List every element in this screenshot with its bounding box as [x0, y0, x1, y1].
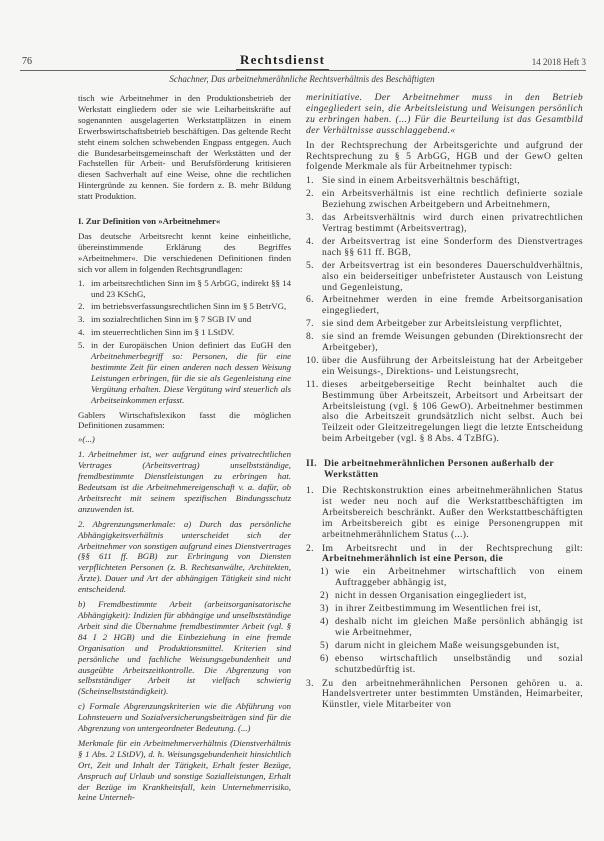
definition-text: im steuerrechtlichen Sinn im § 1 LStDV. [91, 327, 235, 338]
feature-number: 4. [306, 235, 314, 247]
paragraph-text-block [322, 544, 583, 566]
section-heading [306, 459, 583, 481]
paragraph-text: Die Rechtskonstruktion eines arbeitnehmerähnlichen Status ist weder neu noch auf die Werkstattbeschäftigten im Arbeitsbereich beschränkt. Außer den Werkstattbeschäftigten im Arbeitsbereich gibt es einige Personengruppen mit arbeitnehmerähnlichem Status (...). [322, 485, 583, 540]
feature-item [306, 380, 583, 445]
gabler-intro: Gablers Wirtschaftslexikon fasst die möglichen Definitionen zusammen: [78, 409, 291, 431]
quote-continuation: merinitiative. Der Arbeitnehmer muss in den Betrieb eingegliedert sein, die Arbeitsleistung und Weisungen persönlich zu erbringen haben. (...) Für die Beurteilung ist das Gesamtbild der Verhältnisse ausschlaggebend.« [306, 92, 583, 136]
journal-logo: Rechtsdienst [236, 52, 329, 71]
criterion-number: 2) [320, 590, 329, 602]
numbered-paragraph [306, 544, 583, 566]
section-title: Die arbeitnehmerähnlichen Personen außerhalb der Werkstätten [324, 458, 554, 481]
feature-number: 3. [306, 212, 314, 224]
section-intro: Das deutsche Arbeitsrecht kennt keine einheitliche, übereinstimmende Erklärung des Begriffes »Arbeitnehmer«. Die verschiedenen Definitionen finden sich vor allem in folgenden Rechtsgrundlagen: [78, 230, 291, 274]
definition-item [78, 278, 291, 300]
feature-text: das Arbeitsverhältnis wird durch einen privatrechtlichen Vertrag bestimmt (Arbeitsvertrag), [322, 212, 583, 234]
criterion-item [320, 604, 583, 615]
running-title: Schachner, Das arbeitnehmerähnliche Rechtsverhältnis des Beschäftigten [169, 74, 435, 84]
definition-item [78, 314, 291, 325]
feature-text: Arbeitnehmer werden in eine fremde Arbeitsorganisation eingegliedert, [322, 294, 583, 317]
right-column [306, 93, 583, 713]
paragraph-number: 3. [306, 677, 314, 689]
section-number: II. [306, 458, 317, 470]
quote-paragraph: Merkmale für ein Arbeitnehmerverhältnis (Dienstverhältnis § 1 Abs. 2 LStDV), d. h. Weisungsgebundenheit hinsichtlich Ort, Zeit und Inhalt der Tätigkeit, Erhalt fester Bezüge, Anspruch auf Urlaub und sonstige Sozialleistungen, Erhalt der Bezüge im Krankheitsfall, kein Unternehmerrisiko, keine Unterneh- [78, 737, 291, 803]
feature-number: 8. [306, 331, 314, 343]
criterion-text: darum nicht in gleichem Maße weisungsgebunden ist, [335, 639, 560, 651]
paragraph-text: Zu den arbeitnehmerähnlichen Personen gehören u. a. Handelsvertreter unter bestimmten Umständen, Heimarbeiter, Künstler, viele Mitarbeiter von [322, 677, 583, 711]
feature-text: ein Arbeitsverhältnis ist eine rechtlich definierte soziale Beziehung zwischen Arbeitgebern und Arbeitnehmern, [322, 188, 583, 211]
criterion-item [320, 617, 583, 639]
feature-item [306, 189, 583, 211]
paragraph-number: 2. [306, 542, 314, 554]
feature-item [306, 213, 583, 235]
criterion-text: in ihrer Zeitbestimmung im Wesentlichen frei ist, [335, 603, 542, 615]
paragraph-number: 1. [306, 485, 314, 496]
definition-item [78, 340, 291, 405]
definition-number: 1. [78, 277, 85, 288]
quote-paragraph: c) Formale Abgrenzungskriterien wie die Abführung von Lohnsteuern und Sozialversicherungsbeiträgen sind für die Abgrenzung von untergeordneter Bedeutung. (...) [78, 701, 291, 734]
definition-text: in der Europäischen Union definiert das EuGH den [91, 340, 291, 351]
feature-text: sie sind an fremde Weisungen gebunden (Direktionsrecht der Arbeitgeber), [322, 331, 583, 354]
case-law-intro: In der Rechtsprechung der Arbeitsgerichte und aufgrund der Rechtsprechung zu § 5 ArbGG, HGB und der GewO gelten folgende Merkmale als für Arbeitnehmer typisch: [306, 139, 583, 173]
criterion-number: 6) [320, 652, 329, 664]
feature-number: 5. [306, 259, 314, 271]
feature-number: 11. [306, 378, 319, 390]
criterion-item [320, 654, 583, 676]
feature-number: 6. [306, 294, 314, 306]
definition-number: 5. [78, 340, 85, 351]
feature-item [306, 295, 583, 317]
feature-item [306, 356, 583, 378]
quote-paragraph: b) Fremdbestimmte Arbeit (arbeitsorganisatorische Abhängigkeit): Indizien für abhängige und unselbstständige Arbeit sind die Übernahme fremdbestimmter Arbeit (vgl. § 84 I 2 HGB) und die Einbeziehung in eine fremde Organisation und Produktionsmittel. Kriterien sind persönliche und fachliche Weisungsgebundenheit und ausgeübte Arbeitszeitkontrolle. Die Abgrenzung von selbstständiger Arbeit ist vielfach schwierig (Scheinselbstständigkeit). [78, 599, 291, 697]
criterion-number: 4) [320, 615, 329, 627]
header-rule [20, 70, 586, 71]
section-heading: I. Zur Definition von »Arbeitnehmer« [78, 216, 221, 227]
criterion-text: ebenso wirtschaftlich unselbständig und sozial schutzbedürftig ist. [335, 652, 583, 675]
feature-text: sie sind dem Arbeitgeber zur Arbeitsleistung verpflichtet, [322, 318, 563, 330]
intro-paragraph: tisch wie Arbeitnehmer in den Produktionsbetrieb der Werkstatt eingliedern oder sie wie Leiharbeitskräfte auf sogenannten ausgelagerten Werkstattplätzen in einem Erwerbswirtschaftsbetrieb beschäftigen. Das geltende Recht steht einem solchen schwebenden Engpass entgegen. Auch die Bundesarbeitsgemeinschaft der Werkstätten und der Fachstellen für Arbeit- und Berufsförderung kritisieren diesen Sachverhalt auf eine Weise, ohne die rechtlichen Hintergründe zu kennen. Sie fordern z. B. mehr Bildung statt Produktion. [78, 93, 291, 202]
definition-item [78, 301, 291, 312]
definition-number: 2. [78, 301, 85, 312]
quote-paragraph: 2. Abgrenzungsmerkmale: a) Durch das persönliche Abhängigkeitsverhältnis unterscheidet sich der Arbeitnehmer von sonstigen aufgrund eines Dienstvertrages (§§ 611 ff. BGB) zur Erbringung von Diensten verpflichteten Personen (z. B. Rechtsanwälte, Architekten, Ärzte). Dauer und Art der abhängigen Tätigkeit sind nicht entscheidend. [78, 518, 291, 595]
criterion-text: deshalb nicht im gleichen Maße persönlich abhängig ist wie Arbeitnehmer, [335, 615, 583, 638]
feature-text: der Arbeitsvertrag ist ein besonderes Dauerschuldverhältnis, also ein beiderseitiger unbefristeter Austausch von Leistung und Gegenleistung, [322, 259, 583, 293]
page-number: 76 [22, 56, 32, 67]
issue-label: 14 2018 Heft 3 [531, 57, 586, 67]
paragraph-emphasis: Arbeitnehmerähnlich ist eine Person, die [322, 553, 504, 565]
feature-item [306, 237, 583, 259]
definition-text-block [91, 340, 291, 405]
definition-number: 3. [78, 314, 85, 325]
criterion-item [320, 641, 583, 652]
quote-opening: »(...) [78, 434, 95, 445]
feature-item [306, 319, 583, 330]
feature-number: 2. [306, 188, 314, 200]
feature-number: 1. [306, 175, 314, 187]
feature-text: Sie sind in einem Arbeitsverhältnis beschäftigt, [322, 175, 520, 187]
criterion-text: nicht in dessen Organisation eingegliedert ist, [335, 590, 527, 602]
feature-text: der Arbeitsvertrag ist eine Sonderform des Dienstvertrages nach §§ 611 ff. BGB, [322, 235, 583, 258]
definition-number: 4. [78, 327, 85, 338]
criterion-number: 3) [320, 603, 329, 615]
feature-text: über die Ausführung der Arbeitsleistung hat der Arbeitgeber ein Weisungs-, Direktions- und Leistungsrecht, [322, 354, 583, 377]
feature-number: 10. [306, 354, 320, 366]
criterion-text: wie ein Arbeitnehmer wirtschaftlich von einem Auftraggeber abhängig ist, [335, 566, 583, 589]
feature-item [306, 332, 583, 354]
feature-text: dieses arbeitgeberseitige Recht beinhaltet auch die Bestimmung über Arbeitszeit, Arbeitsort und Arbeitsart der Arbeitsleistung (vgl. § 106 GewO). Arbeitnehmer bestimmen also die Arbeitszeit grundsätzlich nicht selbst. Auch bei Teilzeit oder Gleitzeitregelungen liegt die letzte Entscheidung beim Arbeitgeber (vgl. § 8 Abs. 4 TzBfG). [322, 378, 583, 445]
feature-number: 7. [306, 318, 314, 330]
quote-paragraph: 1. Arbeitnehmer ist, wer aufgrund eines privatrechtlichen Vertrages (Arbeitsvertrag) unselbstständige, fremdbestimmte Dienstleistungen zu erbringen hat. Bedeutsam ist die Arbeitnehmereigenschaft v. a. dafür, ob Arbeitsrecht mit seinem spezifischen Bindungsschutz anzuwenden ist. [78, 449, 291, 514]
definition-text: im sozialrechtlichen Sinn im § 7 SGB IV und [91, 314, 252, 325]
paragraph-text: Im Arbeitsrecht und in der Rechtsprechung gilt: [322, 542, 583, 554]
feature-item [306, 261, 583, 294]
definition-text: im arbeitsrechtlichen Sinn im § 5 ArbGG, indirekt §§ 14 und 23 KSchG, [91, 277, 291, 299]
feature-item [306, 176, 583, 187]
definition-text: im betriebsverfassungsrechtlichen Sinn im § 5 BetrVG, [91, 301, 287, 312]
criterion-number: 5) [320, 639, 329, 651]
numbered-paragraph [306, 486, 583, 541]
left-column [78, 93, 291, 807]
criterion-item [320, 591, 583, 602]
definition-item [78, 327, 291, 338]
numbered-paragraph [306, 679, 583, 712]
criterion-item [320, 567, 583, 589]
criterion-number: 1) [320, 566, 329, 578]
definition-emphasis: Arbeitnehmerbegriff so: Personen, die für eine bestimmte Zeit für einen anderen nach dessen Weisung Leistungen erbringen, für die sie als Gegenleistung eine Vergütung erhalten. Diese Vergütung wird steuerlich als Arbeitseinkommen erfasst. [91, 351, 291, 405]
